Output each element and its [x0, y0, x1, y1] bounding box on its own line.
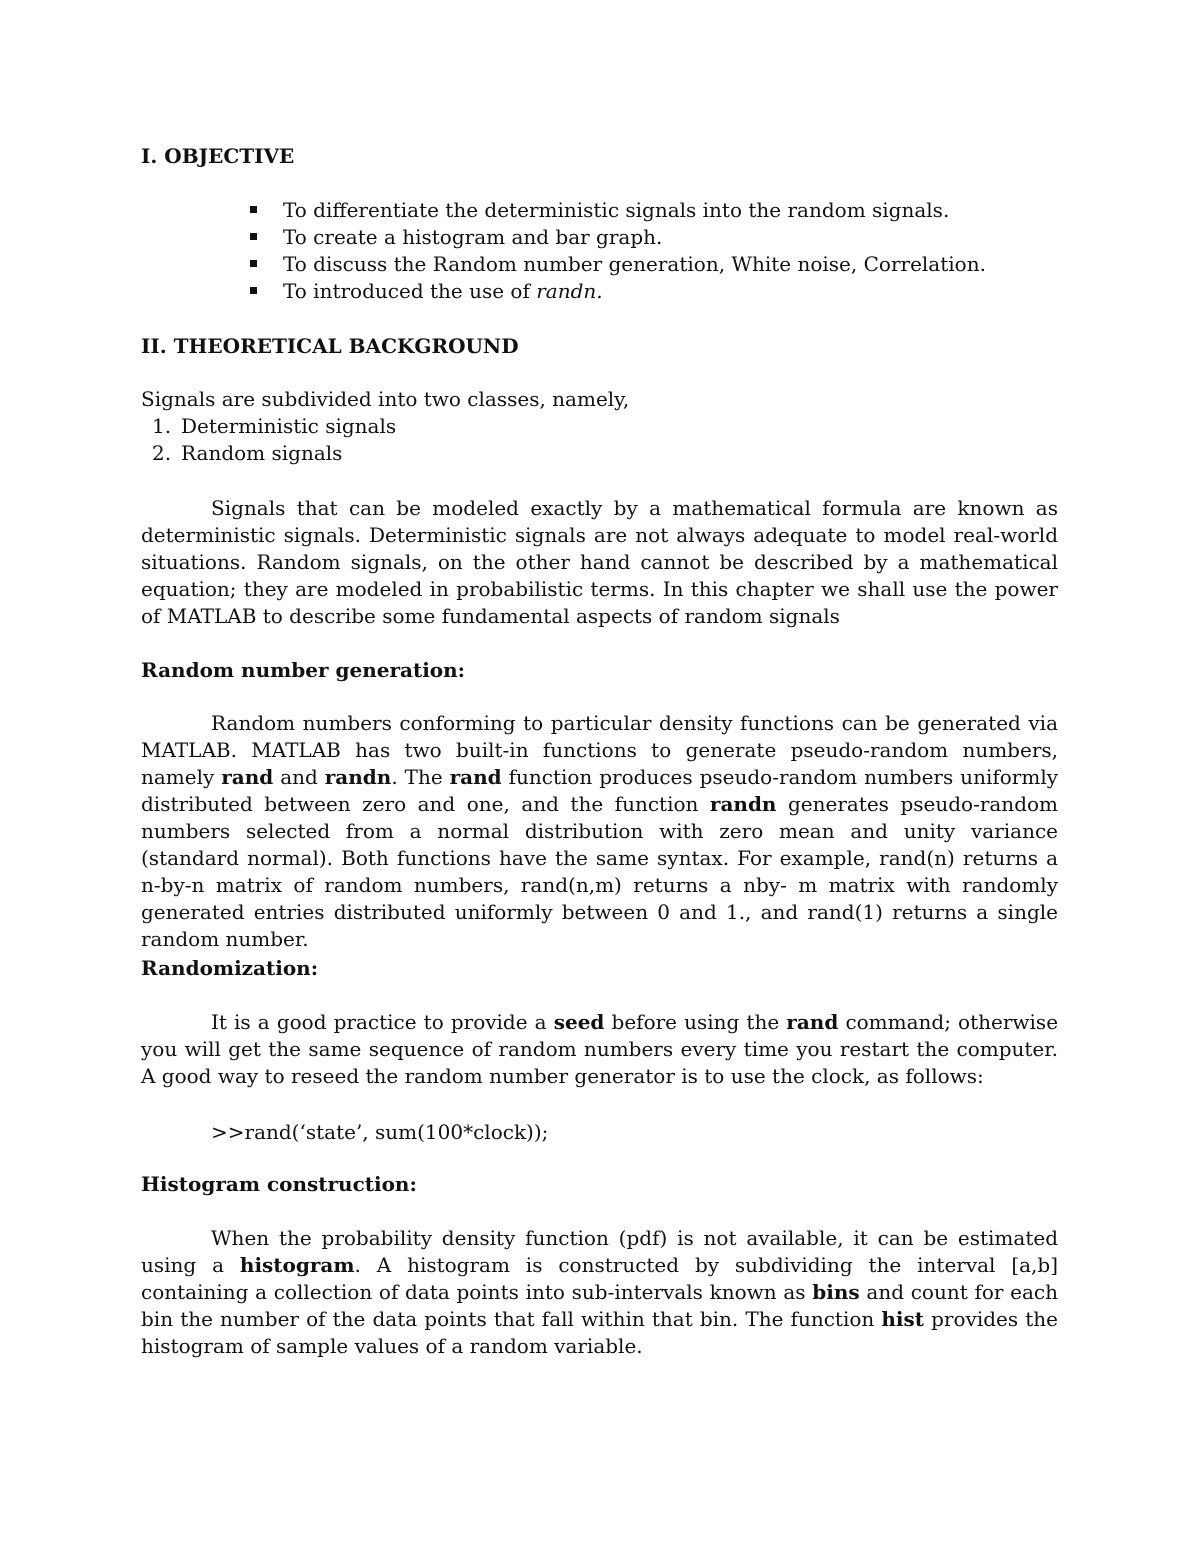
bold-term: randn — [324, 765, 392, 789]
randomization-paragraph — [141, 1009, 1058, 1090]
randomization-heading: Randomization: — [141, 956, 319, 980]
paragraph-text: Random numbers conforming to particular density functions can be generated via MATLAB. MATLAB has two built-in functions to generate pseudo-random numbers, namely — [141, 711, 1058, 789]
square-bullet-icon — [250, 206, 257, 213]
randn-italic: randn. — [536, 279, 603, 303]
square-bullet-icon — [250, 233, 257, 240]
square-bullet-icon — [250, 260, 257, 267]
list-item — [0, 413, 1200, 440]
paragraph-text: function produces pseudo-random numbers uniformly distributed between zero and one, and the function — [141, 765, 1059, 816]
paragraph-text: before using the — [611, 1010, 780, 1034]
objective-heading: I. OBJECTIVE — [141, 144, 295, 168]
objective-item-text — [283, 278, 603, 305]
list-item — [0, 224, 1200, 251]
list-number: 1. — [152, 414, 172, 438]
square-bullet-icon — [250, 287, 257, 294]
paragraph-text: command; otherwise you will get the same sequence of random numbers every time you restart the computer. A good way to reseed the random number generator is to use the clock, as follows: — [141, 1010, 1059, 1088]
paragraph-text: . The — [391, 765, 443, 789]
objective-item-text: To differentiate the deterministic signals into the random signals. — [283, 198, 950, 222]
bold-term: rand — [449, 765, 502, 789]
bold-term: bins — [812, 1280, 860, 1304]
list-item — [0, 197, 1200, 224]
bold-term: histogram — [239, 1253, 355, 1277]
list-item — [0, 278, 1200, 305]
list-item-text: Deterministic signals — [181, 414, 397, 438]
objective-item-text: To create a histogram and bar graph. — [283, 225, 663, 249]
paragraph-text: and count for each bin the number of the data points that fall within that bin. The function — [141, 1280, 1059, 1331]
histogram-paragraph — [141, 1225, 1058, 1360]
objective-item-text-plain: To introduced the use of — [283, 279, 530, 303]
histogram-construction-heading: Histogram construction: — [141, 1172, 417, 1196]
list-item — [0, 251, 1200, 278]
bold-term: seed — [553, 1010, 605, 1034]
bold-term: randn — [709, 792, 777, 816]
matlab-code-line: >>rand(‘state’, sum(100*clock)); — [211, 1120, 549, 1144]
list-number: 2. — [152, 441, 172, 465]
theoretical-background-heading: II. THEORETICAL BACKGROUND — [141, 334, 519, 358]
random-number-generation-heading: Random number generation: — [141, 658, 466, 682]
signal-classes-intro: Signals are subdivided into two classes, namely, — [141, 387, 630, 411]
deterministic-signals-paragraph: Signals that can be modeled exactly by a mathematical formula are known as deterministic signals. Deterministic signals are not always adequate to model real-world situations. Random signals, on the other hand cannot be described by a mathematical equation; they are modeled in probabilistic terms. In this chapter we shall use the power of MATLAB to describe some fundamental aspects of random signals — [141, 496, 1058, 628]
objective-list — [0, 197, 1200, 305]
paragraph-text: and — [280, 765, 318, 789]
list-item — [0, 440, 1200, 467]
paragraph-text: It is a good practice to provide a — [211, 1010, 547, 1034]
paragraph-text: When the probability density function (pdf) is not available, it can be estimated using a — [141, 1226, 1058, 1277]
paragraph-text: . A histogram is constructed by subdividing the interval [a,b] containing a collection of data points into sub-intervals known as — [141, 1253, 1059, 1304]
paragraph-text: generates pseudo-random numbers selected from a normal distribution with zero mean and unity variance (standard normal). Both functions have the same syntax. For example, rand(n) returns a n-by-n matrix of random numbers, rand(n,m) returns a nby- m matrix with randomly generated entries distributed uniformly between 0 and 1., and rand(1) returns a single random number. — [141, 792, 1058, 951]
signal-classes-list — [0, 413, 1200, 467]
objective-item-text: To discuss the Random number generation, White noise, Correlation. — [283, 252, 986, 276]
paragraph-text: provides the histogram of sample values of a random variable. — [141, 1307, 1058, 1358]
random-number-generation-paragraph — [141, 710, 1058, 953]
bold-term: rand — [221, 765, 274, 789]
list-item-text: Random signals — [181, 441, 343, 465]
bold-term: hist — [881, 1307, 925, 1331]
bold-term: rand — [786, 1010, 839, 1034]
